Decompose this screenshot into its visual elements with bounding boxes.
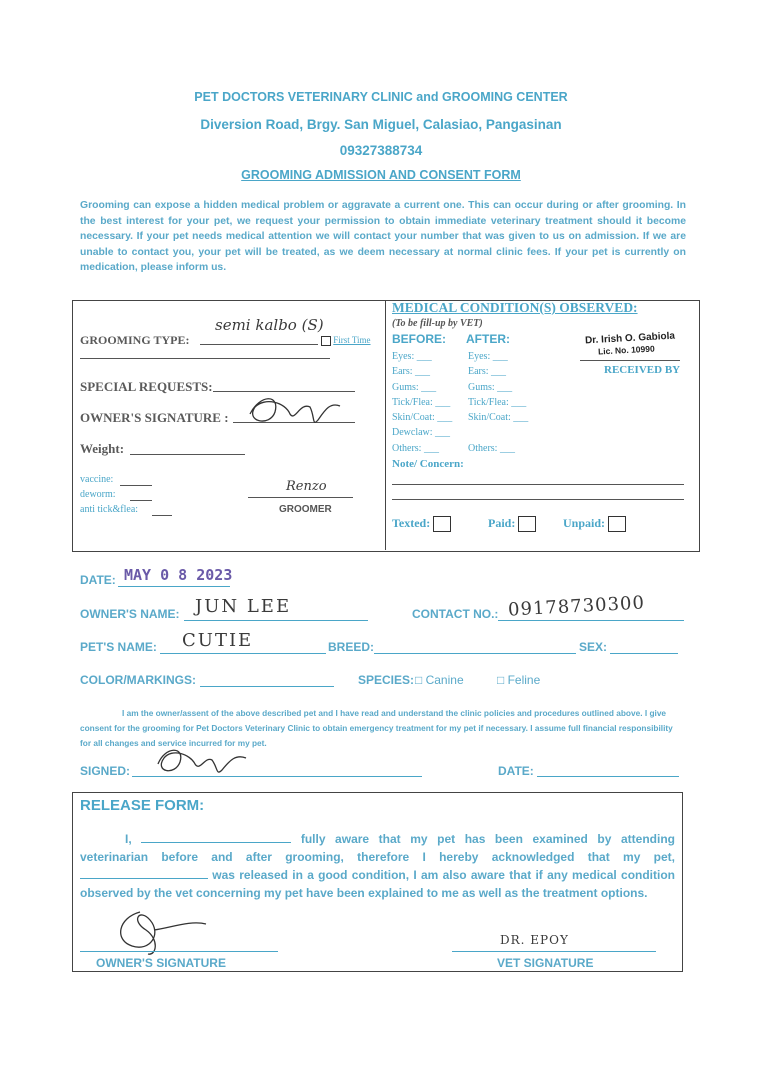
deworm-field[interactable] xyxy=(130,500,152,501)
after-list xyxy=(468,349,528,456)
vaccine-field[interactable] xyxy=(120,485,152,486)
after-label: AFTER: xyxy=(466,332,510,346)
after-item[interactable]: Others: ___ xyxy=(468,442,515,454)
signed-label: SIGNED: xyxy=(80,764,131,778)
paid-checkbox[interactable] xyxy=(488,516,536,532)
note-concern-label: Note/ Concern: xyxy=(392,458,464,470)
paid-label: Paid: xyxy=(488,516,516,530)
grooming-type-field[interactable] xyxy=(200,344,318,345)
breed-field[interactable] xyxy=(374,653,576,654)
pets-name-value: CUTIE xyxy=(182,630,254,651)
before-item[interactable]: Gums: ___ xyxy=(392,381,437,393)
sex-field[interactable] xyxy=(610,653,678,654)
date-field[interactable] xyxy=(118,586,230,587)
anti-tick-field[interactable] xyxy=(152,515,172,516)
first-time-box[interactable] xyxy=(321,336,331,346)
texted-checkbox[interactable] xyxy=(392,516,451,532)
owners-name-label: OWNER'S NAME: xyxy=(80,607,180,621)
vet-stamp-license: Lic. No. 10990 xyxy=(597,343,655,357)
release-i-label: I, xyxy=(125,832,132,846)
texted-box[interactable] xyxy=(433,516,451,532)
after-item[interactable]: Eyes: ___ xyxy=(468,351,508,362)
release-title: RELEASE FORM: xyxy=(80,797,205,814)
contact-field[interactable] xyxy=(498,620,684,621)
clinic-phone: 09327388734 xyxy=(339,143,423,158)
feline-option[interactable]: □ Feline xyxy=(497,673,541,687)
box-divider xyxy=(385,300,386,550)
vet-stamp-name: Dr. Irish O. Gabiola xyxy=(584,330,676,347)
first-time-checkbox[interactable] xyxy=(321,335,371,346)
after-item[interactable]: Ears: ___ xyxy=(468,366,507,378)
date-stamp: MAY 0 8 2023 xyxy=(124,566,233,584)
release-paragraph xyxy=(80,830,675,902)
groomer-field[interactable] xyxy=(248,497,353,498)
before-item[interactable]: Others: ___ xyxy=(392,442,439,454)
before-label: BEFORE: xyxy=(392,332,446,346)
before-item[interactable]: Tick/Flea: ___ xyxy=(392,396,451,408)
consent-paragraph: I am the owner/assent of the above described pet and I have read and understand the clinic policies and procedures outlined above. I give consent for the grooming for Pet Doctors Veterinary Clinic to obtain emergency treatment for my pet if necessary. I assume full financial responsibility for all changes and service incurred for my pet. xyxy=(80,708,673,748)
after-item[interactable]: Skin/Coat: ___ xyxy=(468,412,529,424)
canine-option[interactable]: □ Canine xyxy=(415,673,464,687)
owners-name-value: JUN LEE xyxy=(195,596,292,617)
color-label: COLOR/MARKINGS: xyxy=(80,673,196,687)
grooming-type-label: GROOMING TYPE: xyxy=(80,333,190,347)
medical-condition-title: MEDICAL CONDITION(S) OBSERVED: xyxy=(392,300,638,315)
unpaid-box[interactable] xyxy=(608,516,626,532)
grooming-type-extra-line[interactable] xyxy=(80,358,330,359)
intro-paragraph: Grooming can expose a hidden medical problem or aggravate a current one. This can occur during or after grooming. In the best interest for your pet, we request your permission to obtain immediate veterinary treatment should it become necessary. If your pet needs medical attention we will contact your number that was given to us on admission. If we are unable to contact you, your pet will be treated, as we deem necessary at normal clinic fees. If your pet is currently on medication, please inform us. xyxy=(80,200,686,274)
release-pet-name-field[interactable] xyxy=(80,866,208,879)
signed-date-field[interactable] xyxy=(537,776,679,777)
paid-box[interactable] xyxy=(518,516,536,532)
groomer-label: GROOMER xyxy=(279,504,332,515)
sex-label: SEX: xyxy=(579,640,608,654)
weight-field[interactable] xyxy=(130,454,245,455)
contact-value: 09178730300 xyxy=(507,592,646,621)
before-item[interactable]: Ears: ___ xyxy=(392,366,431,378)
canine-label: Canine xyxy=(425,673,464,687)
weight-label: Weight: xyxy=(80,441,125,456)
groomer-name: Renzo xyxy=(286,479,327,494)
owners-name-field[interactable] xyxy=(184,620,368,621)
grooming-type-value: semi kalbo (S) xyxy=(215,316,324,334)
first-time-label: First Time xyxy=(333,335,371,345)
vet-signature-value: DR. EPOY xyxy=(500,933,569,947)
received-by-label: RECEIVED BY xyxy=(604,364,681,376)
texted-label: Texted: xyxy=(392,516,431,530)
unpaid-checkbox[interactable] xyxy=(563,516,626,532)
release-owner-signature-line[interactable] xyxy=(80,951,278,952)
before-item[interactable]: Eyes: ___ xyxy=(392,351,432,362)
vet-signature-line[interactable] xyxy=(452,951,656,952)
before-list xyxy=(392,349,452,456)
release-owner-signature-label: OWNER'S SIGNATURE xyxy=(96,956,226,970)
medical-condition-subtitle: (To be fill-up by VET) xyxy=(392,318,483,329)
anti-tick-label: anti tick&flea: xyxy=(80,504,139,515)
signed-signature-scribble xyxy=(150,744,250,780)
before-item[interactable]: Dewclaw: ___ xyxy=(392,427,451,439)
species-label: SPECIES: xyxy=(358,673,415,687)
vet-signature-label: VET SIGNATURE xyxy=(497,956,594,970)
color-field[interactable] xyxy=(200,686,334,687)
form-title: GROOMING ADMISSION AND CONSENT FORM xyxy=(241,168,521,182)
signed-date-label: DATE: xyxy=(498,764,534,778)
unpaid-label: Unpaid: xyxy=(563,516,606,530)
special-requests-label: SPECIAL REQUESTS: xyxy=(80,379,213,394)
deworm-label: deworm: xyxy=(80,489,116,500)
owners-signature-label: OWNER'S SIGNATURE : xyxy=(80,410,229,425)
note-line-2[interactable] xyxy=(392,499,684,500)
pets-name-field[interactable] xyxy=(160,653,326,654)
clinic-address: Diversion Road, Brgy. San Miguel, Calasiao, Pangasinan xyxy=(200,117,562,132)
received-by-line[interactable] xyxy=(580,360,680,361)
contact-label: CONTACT NO.: xyxy=(412,607,499,621)
release-owner-name-field[interactable] xyxy=(141,830,291,843)
pets-name-label: PET'S NAME: xyxy=(80,640,157,654)
clinic-name: PET DOCTORS VETERINARY CLINIC and GROOMING CENTER xyxy=(194,90,568,104)
before-item[interactable]: Skin/Coat: ___ xyxy=(392,412,453,424)
date-label: DATE: xyxy=(80,573,116,587)
breed-label: BREED: xyxy=(328,640,375,654)
release-text-1: fully aware that my pet has been examined by attending veterinarian before and after grooming, therefore I hereby acknowledged that my pet, xyxy=(80,832,675,864)
after-item[interactable]: Tick/Flea: ___ xyxy=(468,396,527,408)
release-text-2: was released in a good condition, I am also aware that if any medical condition observed by the vet concerning my pet have been explained to me as well as the treatment options. xyxy=(80,868,676,900)
owner-signature-scribble xyxy=(240,392,350,432)
note-line-1[interactable] xyxy=(392,484,684,485)
feline-label: Feline xyxy=(507,673,541,687)
vaccine-label: vaccine: xyxy=(80,474,114,485)
after-item[interactable]: Gums: ___ xyxy=(468,381,513,393)
